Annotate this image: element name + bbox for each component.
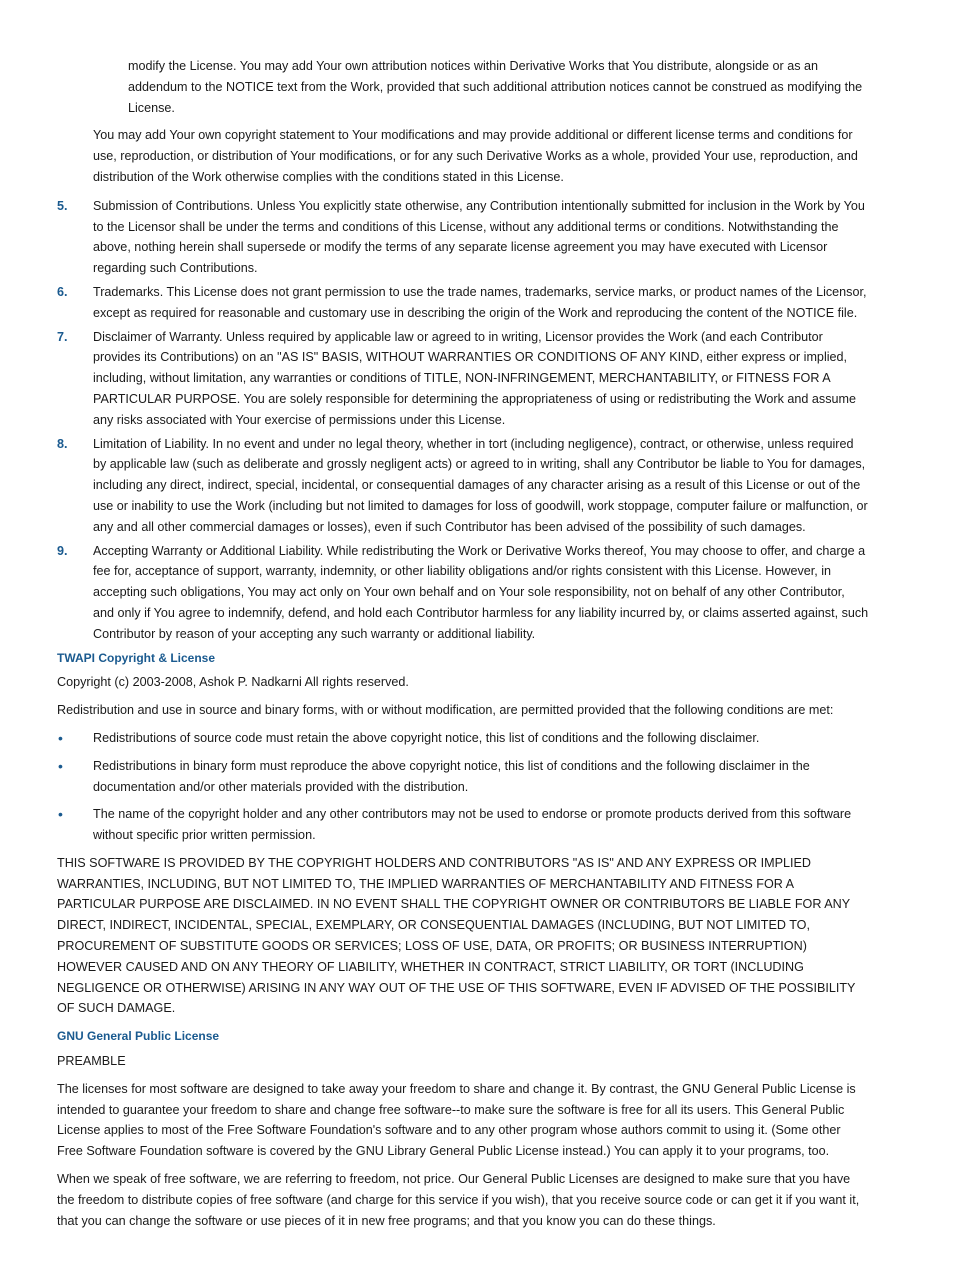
twapi-condition-3 [57, 804, 869, 846]
gnu-paragraph-1: The licenses for most software are designed to take away your freedom to share and change it. By contrast, the GNU General Public License is intended to guarantee your freedom to share and change free software--to make sure the software is free for all its users. This General Public License applies to most of the Free Software Foundation's software and to any other program whose authors commit to using it. (Some other Free Software Foundation software is covered by the GNU Library General Public License instead.) You can apply it to your programs, too. [57, 1081, 856, 1159]
gnu-preamble-label: PREAMBLE [57, 1054, 126, 1069]
condition-text: Redistributions in binary form must reproduce the above copyright notice, this list of conditions and the following disclaimer in the documentation and/or other materials provided with the distribution. [93, 758, 810, 794]
twapi-copyright: Copyright (c) 2003-2008, Ashok P. Nadkarni All rights reserved. [57, 675, 409, 690]
gnu-heading: GNU General Public License [57, 1029, 220, 1044]
license-section-9 [57, 541, 869, 645]
section-number: 9. [57, 543, 68, 558]
twapi-heading: TWAPI Copyright & License [57, 650, 216, 665]
gnu-paragraph-2: When we speak of free software, we are referring to freedom, not price. Our General Public Licenses are designed to make sure that you have the freedom to distribute copies of free software (and charge for this service if you wish), that you receive source code or can get it if you want it, that you can change the software or use pieces of it in new free programs; and that you know you can do these things. [57, 1172, 860, 1228]
license-section-7 [57, 327, 869, 431]
condition-text: Redistributions of source code must retain the above copyright notice, this list of conditions and the following disclaimer. [93, 730, 760, 745]
section-text: Accepting Warranty or Additional Liability. While redistributing the Work or Derivative Works thereof, You may choose to offer, and charge a fee for, acceptance of support, warranty, indemnity, or other liability obligations and/or rights consistent with this License. However, in accepting such obligations, You may act only on Your own behalf and on Your sole responsibility, not on behalf of any other Contributor, and only if You agree to indemnify, defend, and hold each Contributor harmless for any liability incurred by, or claims asserted against, such Contributor by reason of your accepting any such warranty or additional liability. [93, 543, 869, 641]
section-text: Disclaimer of Warranty. Unless required by applicable law or agreed to in writing, Licensor provides the Work (and each Contributor provides its Contributions) on an "AS IS" BASIS, WITHOUT WARRANTIES OR CONDITIONS OF ANY KIND, either express or implied, including, without limitation, any warranties or conditions of TITLE, NON-INFRINGEMENT, MERCHANTABILITY, or FITNESS FOR A PARTICULAR PURPOSE. You are solely responsible for determining the appropriateness of using or redistributing the Work and assume any risks associated with Your exercise of permissions under this License. [93, 329, 857, 427]
license-section-8 [57, 434, 869, 538]
section-number: 8. [57, 436, 68, 451]
section-text: Limitation of Liability. In no event and under no legal theory, whether in tort (including negligence), contract, or otherwise, unless required by applicable law (such as deliberate and grossly negligent acts) or agreed to in writing, shall any Contributor be liable to You for damages, including any direct, indirect, special, incidental, or consequential damages of any character arising as a result of this License or out of the use or inability to use the Work (including but not limited to damages for loss of goodwill, work stoppage, computer failure or malfunction, or any and all other commercial damages or losses), even if such Contributor has been advised of the possibility of such damages. [93, 436, 868, 534]
section-number: 5. [57, 198, 68, 213]
attribution-paragraph: modify the License. You may add Your own attribution notices within Derivative Works that You distribute, alongside or as an addendum to the NOTICE text from the Work, provided that such additional attribution notices cannot be construed as modifying the License. [128, 59, 863, 115]
section-number: 6. [57, 284, 68, 299]
license-section-5 [57, 196, 869, 279]
copyright-statement-paragraph: You may add Your own copyright statement to Your modifications and may provide additional or different license terms and conditions for use, reproduction, or distribution of Your modifications, or for any such Derivative Works as a whole, provided Your use, reproduction, and distribution of the Work otherwise complies with the conditions stated in this License. [93, 128, 858, 184]
section-text: Submission of Contributions. Unless You explicitly state otherwise, any Contribution intentionally submitted for inclusion in the Work by You to the Licensor shall be under the terms and conditions of this License, without any additional terms or conditions. Notwithstanding the above, nothing herein shall supersede or modify the terms of any separate license agreement you may have executed with Licensor regarding such Contributions. [93, 198, 865, 276]
twapi-condition-1 [57, 728, 869, 749]
bullet-icon: • [58, 757, 63, 774]
license-section-6 [57, 282, 869, 324]
twapi-intro: Redistribution and use in source and binary forms, with or without modification, are permitted provided that the following conditions are met: [57, 703, 834, 718]
document-page [57, 56, 869, 1238]
condition-text: The name of the copyright holder and any other contributors may not be used to endorse or promote products derived from this software without specific prior written permission. [93, 807, 852, 843]
section-text: Trademarks. This License does not grant permission to use the trade names, trademarks, service marks, or product names of the Licensor, except as required for reasonable and customary use in describing the origin of the Work and reproducing the content of the NOTICE file. [93, 284, 867, 320]
bullet-icon: • [58, 806, 63, 823]
bullet-icon: • [58, 729, 63, 746]
section-number: 7. [57, 329, 68, 344]
twapi-condition-2 [57, 756, 869, 798]
twapi-disclaimer: THIS SOFTWARE IS PROVIDED BY THE COPYRIGHT HOLDERS AND CONTRIBUTORS "AS IS" AND ANY EXPRESS OR IMPLIED WARRANTIES, INCLUDING, BUT NOT LIMITED TO, THE IMPLIED WARRANTIES OF MERCHANTABILITY AND FITNESS FOR A PARTICULAR PURPOSE ARE DISCLAIMED. IN NO EVENT SHALL THE COPYRIGHT OWNER OR CONTRIBUTORS BE LIABLE FOR ANY DIRECT, INDIRECT, INCIDENTAL, SPECIAL, EXEMPLARY, OR CONSEQUENTIAL DAMAGES (INCLUDING, BUT NOT LIMITED TO, PROCUREMENT OF SUBSTITUTE GOODS OR SERVICES; LOSS OF USE, DATA, OR PROFITS; OR BUSINESS INTERRUPTION) HOWEVER CAUSED AND ON ANY THEORY OF LIABILITY, WHETHER IN CONTRACT, STRICT LIABILITY, OR TORT (INCLUDING NEGLIGENCE OR OTHERWISE) ARISING IN ANY WAY OUT OF THE USE OF THIS SOFTWARE, EVEN IF ADVISED OF THE POSSIBILITY OF SUCH DAMAGE. [57, 855, 856, 1016]
